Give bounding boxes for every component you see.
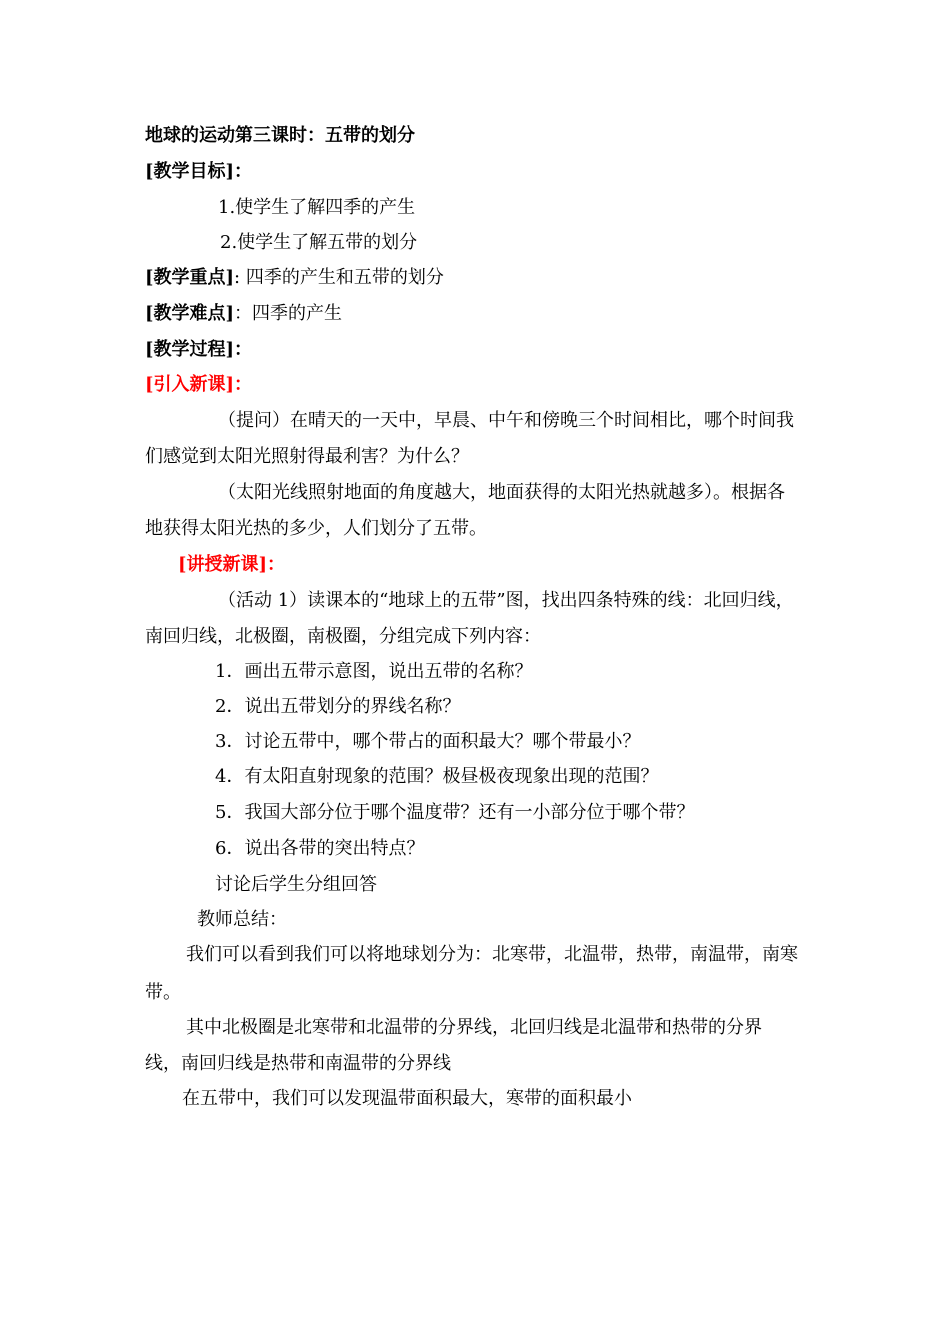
process-colon: ： xyxy=(234,339,253,360)
summary-line-1: 我们可以看到我们可以将地球划分为：北寒带，北温带，热带，南温带，南寒 xyxy=(186,944,798,965)
question-4: 4．有太阳直射现象的范围？极昼极夜现象出现的范围？ xyxy=(215,766,659,787)
objectives-colon: ： xyxy=(234,161,253,182)
difficulty-text: ：四季的产生 xyxy=(234,303,343,324)
key-point-line xyxy=(145,266,444,290)
summary-label: 教师总结： xyxy=(197,909,287,930)
summary-line-2: 带。 xyxy=(145,982,181,1003)
process-heading-line xyxy=(145,338,252,362)
key-point-heading: [教学重点] xyxy=(145,267,235,288)
summary-line-3: 其中北极圈是北寒带和北温带的分界线，北回归线是北温带和热带的分界 xyxy=(186,1017,762,1038)
question-2: 2．说出五带划分的界线名称？ xyxy=(215,696,461,717)
objectives-heading-line xyxy=(145,160,252,184)
intro-line-3: （太阳光线照射地面的角度越大，地面获得的太阳光热就越多）。根据各 xyxy=(218,482,785,503)
intro-line-1: （提问）在晴天的一天中，早晨、中午和傍晚三个时间相比，哪个时间我 xyxy=(218,410,794,431)
objective-item-1: 1.使学生了解四季的产生 xyxy=(218,197,416,218)
activity-line-1: （活动 1）读课本的“地球上的五带”图，找出四条特殊的线：北回归线， xyxy=(218,590,794,611)
activity-line-2: 南回归线，北极圈，南极圈，分组完成下列内容： xyxy=(145,626,541,647)
intro-line-2: 们感觉到太阳光照射得最利害？为什么？ xyxy=(145,446,469,467)
key-point-text: : 四季的产生和五带的划分 xyxy=(234,267,444,288)
question-3: 3．讨论五带中，哪个带占的面积最大？哪个带最小？ xyxy=(215,731,641,752)
summary-line-5: 在五带中，我们可以发现温带面积最大，寒带的面积最小 xyxy=(182,1088,632,1109)
question-1: 1．画出五带示意图，说出五带的名称？ xyxy=(215,661,533,682)
question-5: 5．我国大部分位于哪个温度带？还有一小部分位于哪个带？ xyxy=(215,802,695,823)
intro-line-4: 地获得太阳光热的多少，人们划分了五带。 xyxy=(145,518,487,539)
discussion-note: 讨论后学生分组回答 xyxy=(215,874,377,895)
difficulty-heading: [教学难点] xyxy=(145,303,235,324)
objective-item-2: 2.使学生了解五带的划分 xyxy=(220,232,418,253)
question-6: 6．说出各带的突出特点？ xyxy=(215,838,425,859)
lecture-heading: [讲授新课]： xyxy=(178,554,286,575)
process-heading: [教学过程] xyxy=(145,339,235,360)
intro-heading: [引入新课]： xyxy=(145,374,253,395)
summary-line-4: 线，南回归线是热带和南温带的分界线 xyxy=(145,1053,451,1074)
page-title: 地球的运动第三课时：五带的划分 xyxy=(145,125,415,146)
objectives-heading: [教学目标] xyxy=(145,161,235,182)
difficulty-line xyxy=(145,302,342,326)
